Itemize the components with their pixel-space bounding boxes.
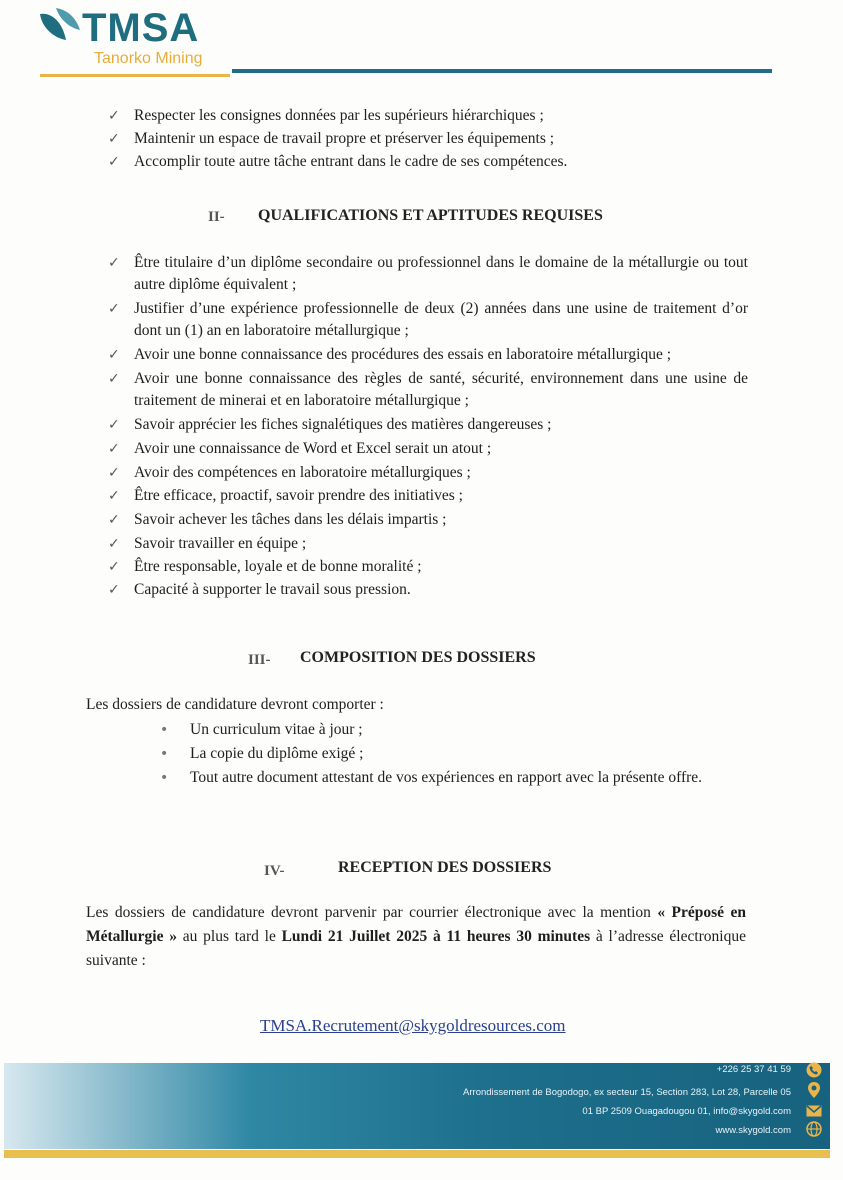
list-item: ✓ Maintenir un espace de travail propre et préserver les équipements ; — [108, 128, 748, 150]
list-item: ✓ Capacité à supporter le travail sous pression. — [108, 579, 748, 601]
list-item: ✓ Être titulaire d’un diplôme secondaire ou professionnel dans le domaine de la métallurgie ou tout autre diplôme équivalent ; — [108, 254, 748, 293]
section-number: II- — [208, 209, 225, 225]
checkmark-icon: ✓ — [108, 255, 120, 271]
section-title: QUALIFICATIONS ET APTITUDES REQUISES — [258, 207, 603, 224]
list-item: ✓ Savoir apprécier les fiches signalétiques des matières dangereuses ; — [108, 414, 748, 436]
section-title: RECEPTION DES DOSSIERS — [338, 859, 552, 876]
logo-text: TMSA — [82, 6, 200, 50]
checkmark-icon: ✓ — [108, 301, 120, 317]
section-number: IV- — [264, 863, 285, 879]
section-title: COMPOSITION DES DOSSIERS — [300, 649, 536, 666]
reception-paragraph — [86, 901, 746, 973]
mention-text: « Préposé en Métallurgie » — [86, 904, 747, 945]
bullet-dot-icon: • — [160, 770, 169, 786]
footer-website[interactable]: www.skygold.com — [715, 1125, 791, 1136]
list-item: ✓ Être efficace, proactif, savoir prendre des initiatives ; — [108, 485, 748, 507]
list-item: ✓ Accomplir toute autre tâche entrant dans le cadre de ses compétences. — [108, 151, 748, 173]
bullet-dot-icon: • — [160, 722, 169, 738]
list-item: • Tout autre document attestant de vos expériences en rapport avec la présente offre. — [160, 765, 744, 791]
checkmark-icon: ✓ — [108, 154, 120, 170]
list-item: ✓ Être responsable, loyale et de bonne moralité ; — [108, 556, 748, 578]
checkmark-icon: ✓ — [108, 441, 120, 457]
footer-accent-bar — [4, 1150, 830, 1158]
reception-text-2: au plus tard le — [177, 928, 282, 945]
checkmark-icon: ✓ — [108, 559, 120, 575]
checkmark-icon: ✓ — [108, 417, 120, 433]
mail-icon — [805, 1102, 823, 1120]
leaf-logo-icon — [36, 6, 84, 46]
reception-text-1: Les dossiers de candidature devront parvenir par courrier électronique avec la mention — [86, 904, 651, 921]
header-rule-yellow — [40, 74, 230, 77]
header-rule-blue — [232, 69, 772, 73]
reception-text-3: à l’adresse électronique suivante : — [86, 928, 746, 969]
checkmark-icon: ✓ — [108, 371, 120, 387]
checkmark-icon: ✓ — [108, 131, 120, 147]
checkmark-icon: ✓ — [108, 347, 120, 363]
company-logo — [36, 4, 246, 74]
list-item: • La copie du diplôme exigé ; — [160, 741, 744, 767]
footer-address: Arrondissement de Bogodogo, ex secteur 15, Section 283, Lot 28, Parcelle 05 — [463, 1087, 791, 1098]
recruitment-email-link[interactable]: TMSA.Recrutement@skygoldresources.com — [260, 1016, 566, 1035]
list-item: • Un curriculum vitae à jour ; — [160, 717, 744, 743]
list-item: ✓ Justifier d’une expérience professionnelle de deux (2) années dans une usine de traitement d’or dont un (1) an en laboratoire métallurgique ; — [108, 300, 748, 339]
logo-subtitle: Tanorko Mining — [94, 50, 203, 67]
checkmark-icon: ✓ — [108, 512, 120, 528]
globe-icon — [805, 1120, 823, 1138]
phone-icon — [805, 1061, 823, 1079]
footer-postal: 01 BP 2509 Ouagadougou 01, info@skygold.com — [582, 1106, 791, 1117]
list-item: ✓ Savoir travailler en équipe ; — [108, 533, 748, 555]
paragraph: Les dossiers de candidature devront comporter : — [86, 696, 384, 713]
list-item: ✓ Avoir une bonne connaissance des règles de santé, sécurité, environnement dans une usine de traitement de minerai et en laboratoire métallurgique ; — [108, 370, 748, 409]
location-pin-icon — [805, 1081, 823, 1099]
bullet-dot-icon: • — [160, 746, 169, 762]
list-item: ✓ Respecter les consignes données par les supérieurs hiérarchiques ; — [108, 105, 748, 127]
deadline-text: Lundi 21 Juillet 2025 à 11 heures 30 minutes — [281, 928, 591, 945]
section-number: III- — [248, 652, 271, 668]
checkmark-icon: ✓ — [108, 108, 120, 124]
list-item: ✓ Avoir une bonne connaissance des procédures des essais en laboratoire métallurgique ; — [108, 344, 748, 366]
checkmark-icon: ✓ — [108, 488, 120, 504]
checkmark-icon: ✓ — [108, 536, 120, 552]
checkmark-icon: ✓ — [108, 465, 120, 481]
list-item: ✓ Savoir achever les tâches dans les délais impartis ; — [108, 509, 748, 531]
footer-phone: +226 25 37 41 59 — [716, 1064, 791, 1075]
checkmark-icon: ✓ — [108, 582, 120, 598]
list-item: ✓ Avoir des compétences en laboratoire métallurgiques ; — [108, 462, 748, 484]
list-item: ✓ Avoir une connaissance de Word et Excel serait un atout ; — [108, 438, 748, 460]
